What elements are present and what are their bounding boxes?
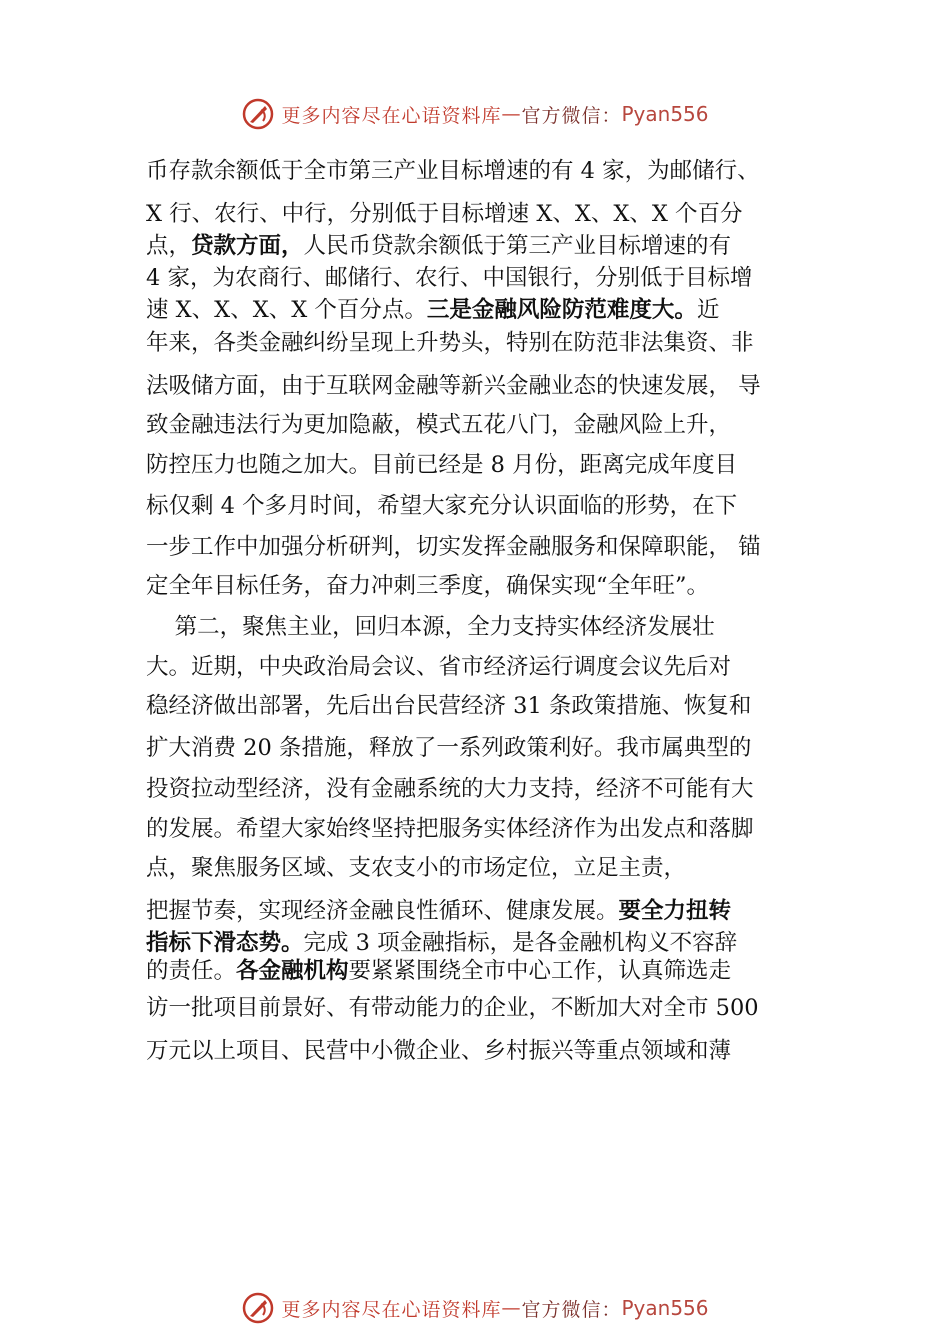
text-line: 年来，各类金融纠纷呈现上升势头，特别在防范非法集资、非	[146, 330, 754, 356]
text-line: 防控压力也随之加大。目前已经是 8 月份，距离完成年度目	[146, 452, 738, 478]
quill-logo-icon	[241, 97, 275, 131]
header-watermark	[0, 97, 950, 131]
text-line: 万元以上项目、民营中小微企业、乡村振兴等重点领域和薄	[146, 1038, 732, 1064]
text-line: 指标下滑态势。完成 3 项金融指标，是各金融机构义不容辞	[146, 930, 738, 956]
paragraph-start-line: 第二，聚焦主业，回归本源，全力支持实体经济发展壮	[146, 614, 715, 640]
text-line: 一步工作中加强分析研判，切实发挥金融服务和保障职能， 锚	[146, 534, 761, 560]
quill-logo-icon	[241, 1291, 275, 1325]
text-line: 标仅剩 4 个多月时间，希望大家充分认识面临的形势，在下	[146, 493, 738, 519]
text-line: 把握节奏，实现经济金融良性循环、健康发展。要全力扭转	[146, 898, 732, 924]
text-line: 点，聚焦服务区域、支农支小的市场定位，立足主责，	[146, 855, 687, 881]
text-line: 致金融违法行为更加隐蔽，模式五花八门，金融风险上升，	[146, 412, 732, 438]
watermark-wechat-label: 官方微信：	[521, 104, 622, 127]
text-line: 访一批项目前景好、有带动能力的企业，不断加大对全市 500	[146, 995, 759, 1021]
text-line: 稳经济做出部署，先后出台民营经济 31 条政策措施、恢复和	[146, 693, 752, 719]
text-line: 币存款余额低于全市第三产业目标增速的有 4 家，为邮储行、	[146, 158, 760, 184]
watermark-wechat-id: Pyan556	[621, 102, 709, 126]
text-line: 定全年目标任务，奋力冲刺三季度，确保实现“全年旺”。	[146, 573, 710, 599]
watermark-brand: 更多内容尽在心语资料库	[281, 1298, 502, 1321]
text-line: 的发展。希望大家始终坚持把服务实体经济作为出发点和落脚	[146, 816, 754, 842]
text-line: 速 X、X、X、X 个百分点。三是金融风险防范难度大。近	[146, 297, 720, 323]
text-line: 的责任。各金融机构要紧紧围绕全市中心工作，认真筛选走	[146, 958, 732, 984]
watermark-dash: —	[501, 1297, 522, 1319]
watermark-dash: —	[501, 103, 522, 125]
watermark-brand: 更多内容尽在心语资料库	[281, 104, 502, 127]
text-line: 大。近期，中央政治局会议、省市经济运行调度会议先后对	[146, 654, 732, 680]
text-line: 点，贷款方面，人民币贷款余额低于第三产业目标增速的有	[146, 233, 732, 259]
footer-watermark	[0, 1291, 950, 1325]
text-line: X 行、农行、中行，分别低于目标增速 X、X、X、X 个百分	[146, 201, 743, 227]
watermark-wechat-id: Pyan556	[621, 1296, 709, 1320]
text-line: 法吸储方面，由于互联网金融等新兴金融业态的快速发展， 导	[146, 373, 761, 399]
text-line: 扩大消费 20 条措施，释放了一系列政策利好。我市属典型的	[146, 735, 752, 761]
watermark-wechat-label: 官方微信：	[521, 1298, 622, 1321]
text-line: 4 家，为农商行、邮储行、农行、中国银行，分别低于目标增	[146, 265, 753, 291]
text-line: 投资拉动型经济，没有金融系统的大力支持，经济不可能有大	[146, 776, 754, 802]
